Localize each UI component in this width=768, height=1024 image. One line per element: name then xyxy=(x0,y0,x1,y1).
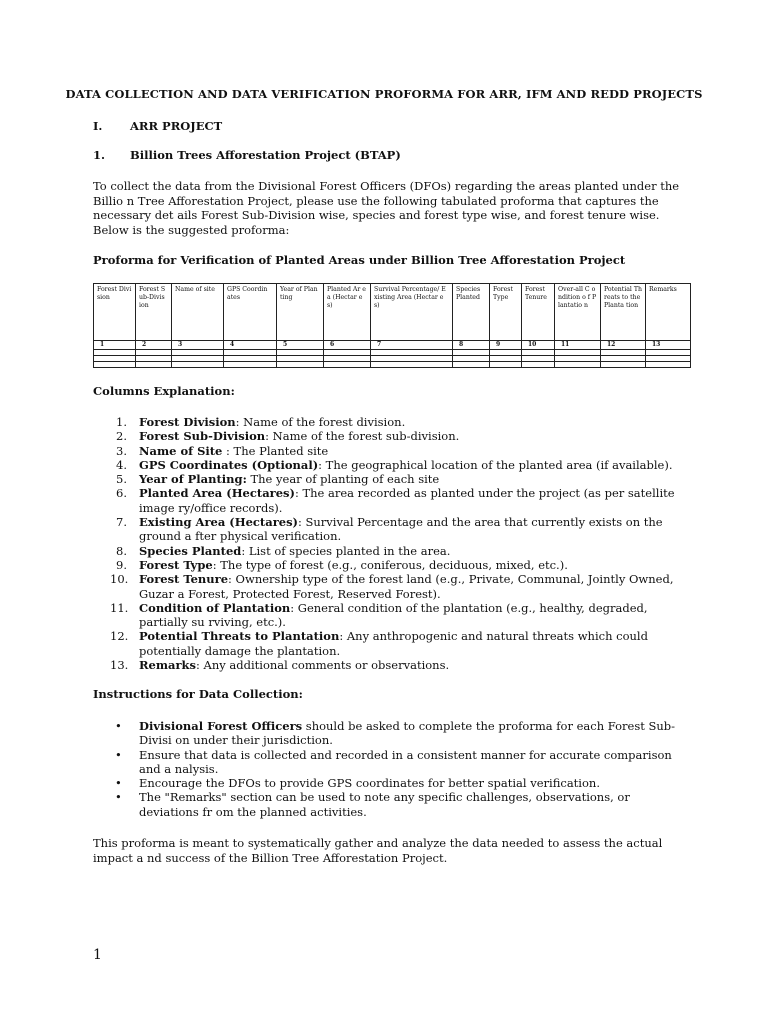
table-empty-cell xyxy=(94,362,136,368)
table-empty-cell xyxy=(522,362,555,368)
table-number-cell: 13 xyxy=(646,341,691,350)
bullet-icon: • xyxy=(115,790,122,805)
list-item: 1. Forest Division: Name of the forest division. xyxy=(116,415,406,429)
table-empty-row xyxy=(94,362,691,368)
table-header-cell: Over-all C ondition o f Plantatio n xyxy=(555,284,601,341)
closing-paragraph: This proforma is meant to systematically gather and analyze the data needed to assess the actual impact a nd success of the Billion Tree Afforestation Project. xyxy=(93,836,663,865)
columns-list xyxy=(93,415,683,672)
table-empty-cell xyxy=(371,362,453,368)
table-empty-cell xyxy=(490,362,522,368)
list-item: 12. Potential Threats to Plantation: Any anthropogenic and natural threats which could potentially damage the plantation. xyxy=(110,629,648,658)
list-item: • Divisional Forest Officers should be asked to complete the proforma for each Forest Sub-Divisi on under their jurisdiction. xyxy=(115,719,676,748)
table-number-cell: 1 xyxy=(94,341,136,350)
bullet-icon: • xyxy=(115,776,122,791)
table-header-cell: GPS Coordin ates xyxy=(224,284,277,341)
columns-heading: Columns Explanation: xyxy=(93,384,235,398)
list-item: 8. Species Planted: List of species planted in the area. xyxy=(116,543,451,558)
list-item: • Encourage the DFOs to provide GPS coordinates for better spatial verification. xyxy=(115,776,600,791)
page-number: 1 xyxy=(93,947,102,963)
table-header-cell: Forest S ub-Divis ion xyxy=(136,284,172,341)
proforma-table xyxy=(93,283,691,368)
table-header-cell: Potential Threats to the Planta tion xyxy=(601,284,646,341)
table-empty-cell xyxy=(224,362,277,368)
instructions-list xyxy=(93,719,683,819)
bullet-icon: • xyxy=(115,747,122,762)
table-header-cell: Remarks xyxy=(646,284,691,341)
table-header-cell: Name of site xyxy=(172,284,224,341)
instructions-heading: Instructions for Data Collection: xyxy=(93,687,303,701)
section-title: ARR PROJECT xyxy=(130,119,223,133)
list-item: 4. GPS Coordinates (Optional): The geographical location of the planted area (if available). xyxy=(116,457,673,472)
table-empty-cell xyxy=(324,362,371,368)
list-item: 2. Forest Sub-Division: Name of the forest sub-division. xyxy=(116,429,460,444)
list-item: 11. Condition of Plantation: General condition of the plantation (e.g., healthy, degraded, partially su rviving, etc.). xyxy=(110,600,648,630)
table-header-cell: Forest Tenure xyxy=(522,284,555,341)
table-header-cell: Survival Percentage/ Existing Area (Hectar es) xyxy=(371,284,453,341)
list-item: 10. Forest Tenure: Ownership type of the forest land (e.g., Private, Communal, Jointly Owned, Guzar a Forest, Protected Forest, Reserved Forest). xyxy=(110,572,674,601)
table-number-cell: 12 xyxy=(601,341,646,350)
table-number-cell: 3 xyxy=(172,341,224,350)
intro-paragraph: To collect the data from the Divisional Forest Officers (DFOs) regarding the areas planted under the Billio n Tree Afforestation Project, please use the following tabulated proforma that captures the necessary det ails Forest Sub-Division wise, species and forest type wise, and forest tenure wise. Below is the suggested proforma: xyxy=(93,179,680,237)
list-item: • The "Remarks" section can be used to note any specific challenges, observations, or deviations fr om the planned activities. xyxy=(115,790,630,819)
table-number-row xyxy=(94,341,691,350)
list-item: 3. Name of Site : The Planted site xyxy=(116,443,329,458)
table-number-cell: 11 xyxy=(555,341,601,350)
table-number-cell: 7 xyxy=(371,341,453,350)
section-heading xyxy=(93,119,393,135)
table-empty-cell xyxy=(453,362,490,368)
table-header-cell: Planted Ar ea (Hectar es) xyxy=(324,284,371,341)
table-header-cell: Species Planted xyxy=(453,284,490,341)
table-empty-cell xyxy=(601,362,646,368)
table-title: Proforma for Verification of Planted Areas under Billion Tree Afforestation Project xyxy=(93,253,626,267)
table-empty-cell xyxy=(555,362,601,368)
document-title: DATA COLLECTION AND DATA VERIFICATION PROFORMA FOR ARR, IFM AND REDD PROJECTS xyxy=(65,87,703,101)
table-number-cell: 9 xyxy=(490,341,522,350)
bullet-icon: • xyxy=(115,719,122,733)
table-number-cell: 2 xyxy=(136,341,172,350)
subsection-title: Billion Trees Afforestation Project (BTAP) xyxy=(130,148,401,162)
table-empty-cell xyxy=(646,362,691,368)
table-header-row xyxy=(94,284,691,341)
table-empty-cell xyxy=(172,362,224,368)
list-item: 5. Year of Planting: The year of planting of each site xyxy=(116,472,440,487)
table-header-cell: Year of Planting xyxy=(277,284,324,341)
table-number-cell: 4 xyxy=(224,341,277,350)
table-number-cell: 6 xyxy=(324,341,371,350)
list-item: 13. Remarks: Any additional comments or observations. xyxy=(110,658,450,673)
subsection-heading xyxy=(93,148,493,164)
table-number-cell: 5 xyxy=(277,341,324,350)
table-empty-cell xyxy=(136,362,172,368)
list-item: 7. Existing Area (Hectares): Survival Percentage and the area that currently exists on the ground a fter physical verification. xyxy=(116,515,663,544)
table-header-cell: Forest Division xyxy=(94,284,136,341)
list-item: 9. Forest Type: The type of forest (e.g., coniferous, deciduous, mixed, etc.). xyxy=(116,557,568,572)
table-empty-cell xyxy=(277,362,324,368)
list-item: • Ensure that data is collected and recorded in a consistent manner for accurate comparison and a nalysis. xyxy=(115,747,672,776)
subsection-number: 1. xyxy=(93,148,106,162)
table-header-cell: Forest Type xyxy=(490,284,522,341)
table-number-cell: 10 xyxy=(522,341,555,350)
section-number: I. xyxy=(93,119,103,133)
list-item: 6. Planted Area (Hectares): The area recorded as planted under the project (as per satellite image ry/office records). xyxy=(116,486,675,515)
table-number-cell: 8 xyxy=(453,341,490,350)
